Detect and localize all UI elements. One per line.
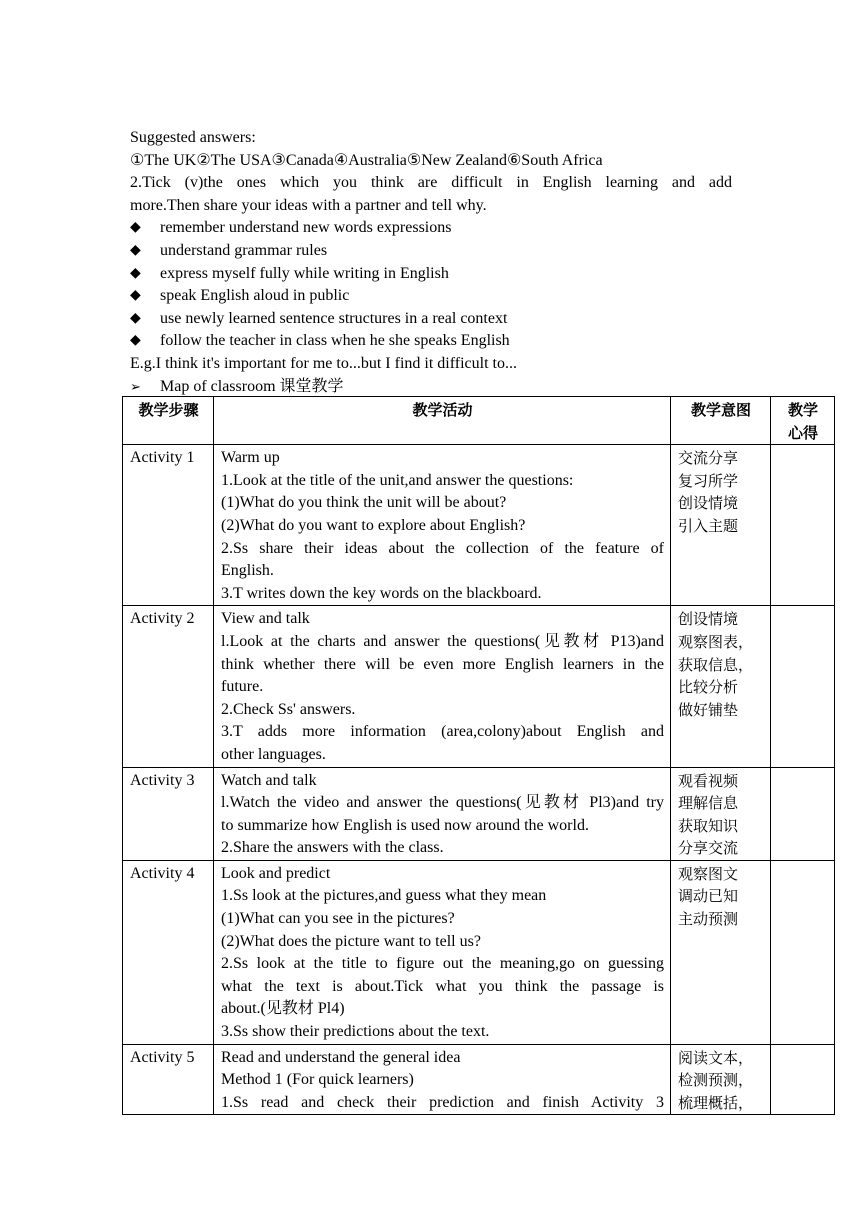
bullet-item: ◆ follow the teacher in class when he she speaks English bbox=[130, 330, 732, 353]
diamond-bullet-icon: ◆ bbox=[130, 310, 141, 326]
header-steps: 教学步骤 bbox=[123, 397, 214, 445]
diamond-bullet-icon: ◆ bbox=[130, 288, 141, 304]
table-header-row bbox=[123, 397, 835, 445]
diamond-bullet-icon: ◆ bbox=[130, 242, 141, 258]
bullet-item: ◆ remember understand new words expressions bbox=[130, 217, 732, 240]
bullet-item: ◆ use newly learned sentence structures in a real context bbox=[130, 308, 732, 331]
map-heading: ➢ Map of classroom 课堂教学 bbox=[130, 376, 732, 399]
table-row bbox=[123, 445, 835, 606]
activity-cell: Watch and talk l.Watch the video and answer the questions(见教材 Pl3)and try to summarize how English is used now around the world. 2.Share the answers with the class. bbox=[214, 767, 671, 860]
intro-section bbox=[130, 127, 732, 398]
intent-cell: 观看视频 理解信息 获取知识 分享交流 bbox=[671, 767, 771, 860]
step-cell: Activity 5 bbox=[123, 1044, 214, 1115]
header-reflection: 教学 心得 bbox=[771, 397, 835, 445]
step-cell: Activity 3 bbox=[123, 767, 214, 860]
tick-instruction-line-2: more.Then share your ideas with a partner and tell why. bbox=[130, 196, 487, 214]
bullet-item: ◆ express myself fully while writing in English bbox=[130, 263, 732, 286]
reflection-cell bbox=[771, 606, 835, 767]
example-sentence: E.g.I think it's important for me to...but I find it difficult to... bbox=[130, 354, 517, 372]
reflection-cell bbox=[771, 767, 835, 860]
table-row bbox=[123, 1044, 835, 1115]
diamond-bullet-icon: ◆ bbox=[130, 333, 141, 349]
intent-cell: 创设情境 观察图表， 获取信息， 比较分析 做好铺垫 bbox=[671, 606, 771, 767]
activity-cell: Look and predict 1.Ss look at the pictures,and guess what they mean (1)What can you see in the pictures? (2)What does the picture want to tell us? 2.Ss look at the title to figure out the meaning,go on guessing what the text is about.Tick what you think the passage is about.(见教材 Pl4) 3.Ss show their predictions about the text. bbox=[214, 860, 671, 1044]
reflection-cell bbox=[771, 1044, 835, 1115]
reflection-cell bbox=[771, 860, 835, 1044]
header-intent: 教学意图 bbox=[671, 397, 771, 445]
suggested-answers-label: Suggested answers: bbox=[130, 129, 256, 146]
header-activities: 教学活动 bbox=[214, 397, 671, 445]
step-cell: Activity 4 bbox=[123, 860, 214, 1044]
intent-cell: 交流分享 复习所学 创设情境 引入主题 bbox=[671, 445, 771, 606]
arrowhead-bullet-icon: ➢ bbox=[130, 378, 141, 394]
bullet-item: ◆ speak English aloud in public bbox=[130, 285, 732, 308]
diamond-bullet-icon: ◆ bbox=[130, 265, 141, 281]
activity-cell: View and talk l.Look at the charts and answer the questions(见教材 P13)and think whether there will be even more English learners in the future. 2.Check Ss' answers. 3.T adds more information (area,colony)about English and other languages. bbox=[214, 606, 671, 767]
bullet-item: ◆ understand grammar rules bbox=[130, 240, 732, 263]
table-row bbox=[123, 860, 835, 1044]
reflection-cell bbox=[771, 445, 835, 606]
intent-cell: 观察图文 调动已知 主动预测 bbox=[671, 860, 771, 1044]
intent-cell: 阅读文本， 检测预测， 梳理概括， bbox=[671, 1044, 771, 1115]
tick-instruction-line-1: 2.Tick (v)the ones which you think are difficult in English learning and add bbox=[130, 174, 732, 192]
lesson-plan-table bbox=[122, 396, 835, 1115]
diamond-bullet-icon: ◆ bbox=[130, 220, 141, 236]
difficulty-bullet-list bbox=[130, 217, 732, 353]
activity-cell: Read and understand the general idea Method 1 (For quick learners) 1.Ss read and check their prediction and finish Activity 3 bbox=[214, 1044, 671, 1115]
countries-answer-line: ①The UK②The USA③Canada④Australia⑤New Zealand⑥South Africa bbox=[130, 151, 603, 169]
activity-cell: Warm up 1.Look at the title of the unit,and answer the questions: (1)What do you think the unit will be about? (2)What do you want to explore about English? 2.Ss share their ideas about the collection of the feature of English. 3.T writes down the key words on the blackboard. bbox=[214, 445, 671, 606]
table-row bbox=[123, 606, 835, 767]
table-row bbox=[123, 767, 835, 860]
step-cell: Activity 1 bbox=[123, 445, 214, 606]
step-cell: Activity 2 bbox=[123, 606, 214, 767]
